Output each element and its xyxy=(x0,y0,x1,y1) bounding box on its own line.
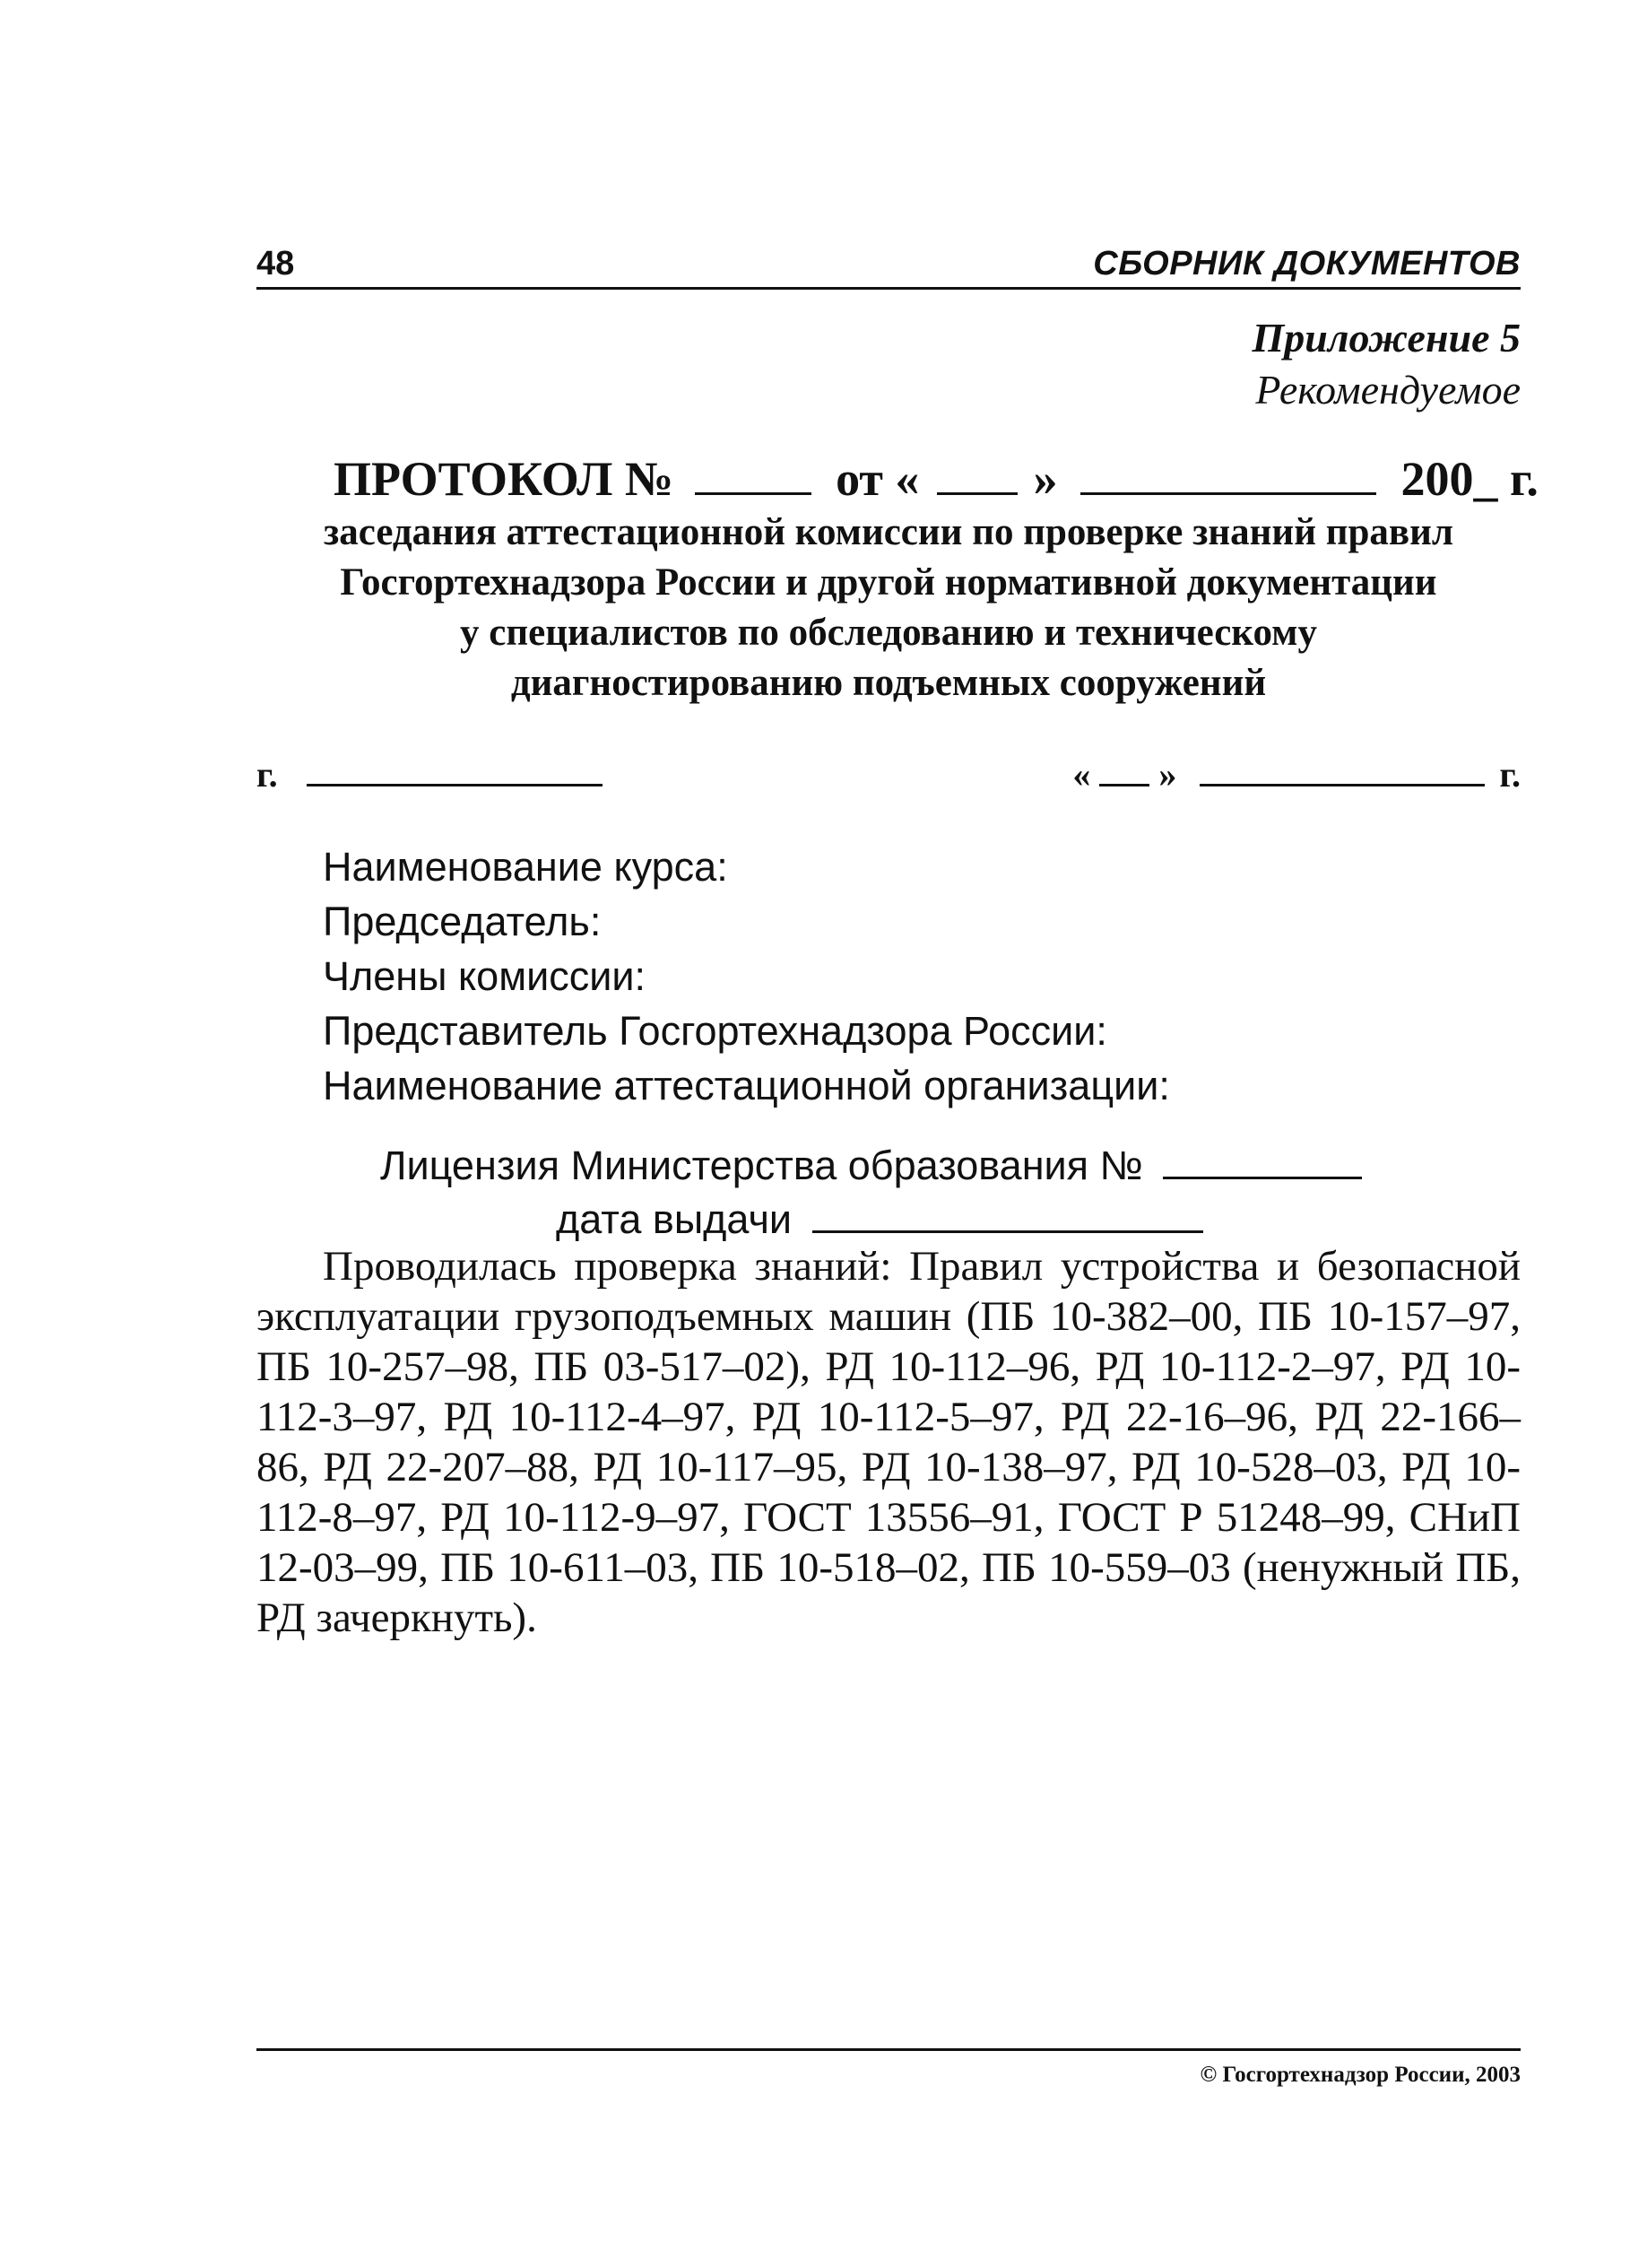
protocol-month-blank xyxy=(1080,453,1376,495)
body-paragraph: Проводилась проверка знаний: Правил устройства и безопасной эксплуатации грузоподъемных машин (ПБ 10-382–00, ПБ 10-157–97, ПБ 10-257–98, ПБ 03-517–02), РД 10-112–96, РД 10-112-2–97, РД 10-112-3–97, РД 10-112-4–97, РД 10-112-5–97, РД 22-16–96, РД 22-166–86, РД 22-207–88, РД 10-117–95, РД 10-138–97, РД 10-528–03, РД 10-112-8–97, РД 10-112-9–97, ГОСТ 13556–91, ГОСТ Р 51248–99, СНиП 12-03–99, ПБ 10-611–03, ПБ 10-518–02, ПБ 10-559–03 (ненужный ПБ, РД зачеркнуть). xyxy=(256,1243,1521,1641)
field-chairman: Председатель: xyxy=(323,899,602,944)
issue-date-line xyxy=(556,1193,1203,1247)
protocol-year: 200_ г. xyxy=(1400,452,1539,506)
date-field xyxy=(1072,748,1521,800)
field-organization-name: Наименование аттестационной организации: xyxy=(323,1063,1170,1108)
protocol-title xyxy=(334,450,1539,508)
page-header xyxy=(256,244,1521,289)
subtitle-line: диагностированию подъемных сооружений xyxy=(510,662,1267,704)
city-date-line xyxy=(256,748,1521,798)
copyright: © Госгортехнадзор России, 2003 xyxy=(1200,2063,1521,2087)
license-label: Лицензия Министерства образования № xyxy=(380,1143,1143,1188)
protocol-day-blank xyxy=(937,453,1018,495)
date-month-blank xyxy=(1200,748,1485,786)
date-year-suffix: г. xyxy=(1499,754,1521,795)
issue-date-label: дата выдачи xyxy=(556,1196,793,1242)
city-prefix: г. xyxy=(256,754,278,795)
field-representative: Представитель Госгортехнадзора России: xyxy=(323,1008,1107,1054)
page-number: 48 xyxy=(256,245,295,282)
running-title: СБОРНИК ДОКУМЕНТОВ xyxy=(1093,245,1521,282)
protocol-subtitle xyxy=(256,508,1521,708)
issue-date-blank xyxy=(812,1195,1203,1233)
protocol-word: ПРОТОКОЛ № xyxy=(334,452,674,506)
license-number-blank xyxy=(1163,1141,1362,1179)
footer-rule xyxy=(256,2048,1521,2051)
header-rule xyxy=(256,287,1521,290)
protocol-quote-close: » xyxy=(1033,452,1058,506)
subtitle-line: у специалистов по обследованию и техническому xyxy=(460,612,1317,654)
date-close-quote: » xyxy=(1158,754,1177,795)
form-fields xyxy=(323,839,1170,1113)
appendix-label: Приложение 5 xyxy=(1252,315,1521,361)
date-open-quote: « xyxy=(1072,754,1091,795)
subtitle-line: Госгортехнадзора России и другой нормативной документации xyxy=(340,561,1437,604)
appendix-status: Рекомендуемое xyxy=(1255,367,1521,413)
city-field xyxy=(256,748,603,800)
city-blank xyxy=(307,748,603,786)
appendix-block xyxy=(1253,312,1521,416)
protocol-number-blank xyxy=(695,453,811,495)
subtitle-line: заседания аттестационной комиссии по проверке знаний правил xyxy=(323,511,1454,553)
protocol-from: от « xyxy=(836,452,920,506)
license-line xyxy=(380,1139,1362,1193)
field-commission-members: Члены комиссии: xyxy=(323,953,646,999)
date-day-blank xyxy=(1099,748,1149,786)
field-course-name: Наименование курса: xyxy=(323,844,728,890)
